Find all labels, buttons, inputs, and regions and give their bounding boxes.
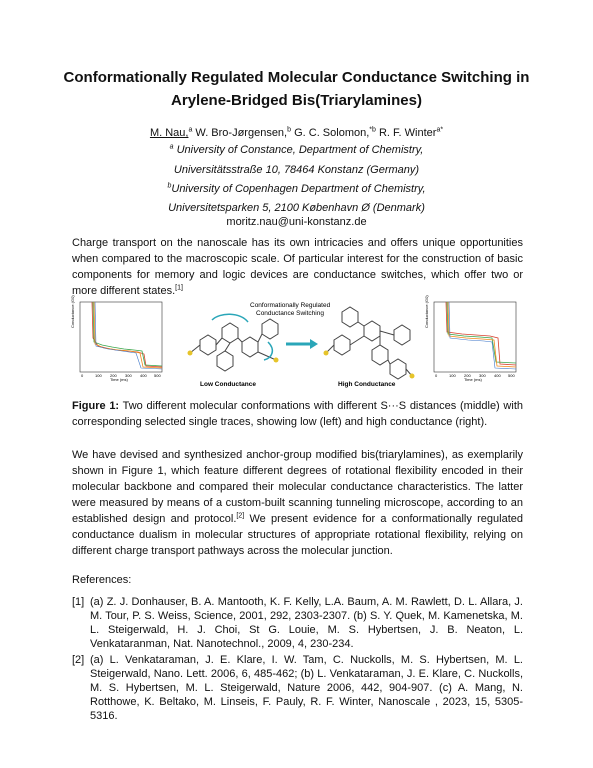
reference-1-text: (a) Z. J. Donhauser, B. A. Mantooth, K. F. Kelly, L.A. Baum, A. M. Rawlett, D. L. Allara, J. M. Tour, P. S. Weiss, Science, 2001, 292, 2303-2307. (b) S. Y. Quek, M. Kamenetska, M. L. Steigerwald, H. J. Choi, St G. Louie, M. S. Hybertsen, J. B. Neaton, L. Venkataranman, Nat. Nanotechnol., 2009, 4, 230-234.: [90, 596, 523, 650]
affiliation-b-line-2: Universitetsparken 5, 2100 København Ø (Denmark): [168, 202, 425, 214]
author-1-sup: a: [188, 126, 193, 134]
right-x-axis-label: Time (ms): [464, 377, 482, 382]
right-trace-orange: [448, 302, 516, 367]
caption-text: Two different molecular conformations with different S···S distances (middle) with corresponding selected single traces, showing low (left) and high conductance (right).: [72, 400, 523, 428]
left-x-tick-4: 400: [140, 373, 147, 378]
right-x-tick-4: 400: [494, 373, 501, 378]
sulfur-atom-h-right: [410, 374, 415, 379]
right-x-tick-1: 100: [449, 373, 456, 378]
body-paragraph: [72, 447, 523, 559]
left-y-axis-label: Conductance (G0): [70, 295, 75, 328]
right-x-tick-3: 300: [479, 373, 486, 378]
left-x-tick-0: 0: [81, 373, 84, 378]
author-2-sup: b: [287, 126, 292, 134]
switching-label-1: Conformationally Regulated: [250, 302, 331, 309]
high-conductance-label: High Conductance: [338, 381, 396, 388]
right-x-tick-5: 500: [508, 373, 515, 378]
affiliation-b-sup: b: [167, 182, 172, 190]
left-trace-plot: [70, 295, 162, 382]
sulfur-atom-left: [188, 351, 193, 356]
left-x-axis-label: Time (ms): [110, 377, 128, 382]
left-x-tick-1: 100: [95, 373, 102, 378]
intro-citation: [1]: [175, 284, 183, 292]
ring-5: [262, 319, 278, 339]
molecule-low-conductance: [188, 314, 279, 388]
affiliation-a-text-1: University of Constance, Department of Chemistry,: [173, 144, 424, 156]
reference-2-text: (a) L. Venkataraman, J. E. Klare, I. W. Tam, C. Nuckolls, M. S. Hybertsen, M. L. Steigerwald, Nano. Lett. 2006, 6, 485-462; (b) L. Venkataraman, J. E. Klare, C. Nuckolls, M. S. Hybertsen, M. L. Steigerwald, Nature 2006, 442, 904-907. (c) A. Mang, N. Rotthowe, K. Beltako, M. Linseis, F. Pauly, R. F. Winter, Nanoscale , 2023, 15, 5305-5316.: [90, 654, 523, 722]
left-x-tick-3: 300: [125, 373, 132, 378]
ring-1: [222, 323, 238, 343]
ring-h6: [390, 359, 406, 379]
author-3: G. C. Solomon,: [291, 127, 370, 139]
figure-1: [70, 295, 523, 390]
ring-h3: [334, 335, 350, 355]
affiliation-a-line-1: [40, 141, 553, 160]
affiliation-b-line-1: [40, 180, 553, 199]
caption-label: Figure 1:: [72, 400, 120, 412]
title-line-2: Arylene-Bridged Bis(Triarylamines): [171, 92, 422, 109]
ring-h2: [364, 321, 380, 341]
author-4-sup: a*: [436, 126, 444, 134]
body-citation: [2]: [236, 512, 245, 520]
left-trace-green: [93, 302, 162, 366]
affiliation-a-sup: a: [169, 143, 174, 151]
right-trace-green: [447, 302, 516, 363]
switching-label-2: Conductance Switching: [256, 310, 324, 317]
ring-h1: [342, 307, 358, 327]
intro-paragraph: [72, 235, 523, 299]
author-2: W. Bro-Jørgensen,: [192, 127, 288, 139]
molecule-high-conductance: [324, 307, 415, 388]
author-3-sup: *b: [369, 126, 376, 134]
intro-text: Charge transport on the nanoscale has its own intricacies and offers unique opportunities when compared to the macroscopic scale. Of particular interest for the construction of basic components for memory and logic devices are conductance switches, which offer two or more different states.: [72, 237, 523, 297]
figure-caption: [72, 398, 523, 430]
ring-2: [242, 337, 258, 357]
right-x-tick-2: 200: [464, 373, 471, 378]
right-x-tick-0: 0: [435, 373, 438, 378]
right-trace-red: [446, 302, 516, 365]
author-4: R. F. Winter: [375, 127, 437, 139]
right-y-axis-label: Conductance (G0): [424, 295, 429, 328]
body-text-2: We present evidence for a conformationally regulated conductance dualism in molecular structures of appropriate rotational flexibility, relying on different charge transport pathways across the molecular junction.: [72, 513, 523, 557]
affiliation-a-line-2: Universitätsstraße 10, 78464 Konstanz (Germany): [173, 164, 420, 176]
left-trace-red: [92, 302, 162, 367]
contact-email: moritz.nau@uni-konstanz.de: [226, 216, 367, 228]
figure-1-graphic: [70, 295, 523, 390]
body-text-1: We have devised and synthesized anchor-group modified bis(triarylamines), as exemplarily shown in Figure 1, which feature different degrees of rotational flexibility encoded in their molecular backbone and compared their molecular conductance characteristics. The latter were measured by means of a custom-built scanning tunneling microscope, according to an established design and protocol.: [72, 449, 523, 525]
paper-title: [40, 66, 553, 112]
ring-3: [200, 335, 216, 355]
left-trace-orange: [94, 302, 162, 368]
affiliation-b-text-1: University of Copenhagen Department of Chemistry,: [171, 183, 426, 195]
title-line-1: Conformationally Regulated Molecular Conductance Switching in: [63, 69, 530, 86]
switching-arrow: [286, 339, 318, 349]
sulfur-atom-right: [274, 358, 279, 363]
reference-2-number: [2]: [72, 654, 85, 666]
left-x-tick-5: 500: [154, 373, 161, 378]
low-conductance-label: Low Conductance: [200, 381, 256, 388]
reference-1: [72, 595, 523, 651]
ring-4: [217, 351, 233, 371]
reference-1-number: [1]: [72, 596, 85, 608]
author-1: M. Nau,: [149, 127, 189, 139]
left-x-tick-2: 200: [110, 373, 117, 378]
ring-h4: [372, 345, 388, 365]
ring-h5: [394, 325, 410, 345]
left-trace-blue: [95, 302, 162, 369]
right-trace-plot: [424, 295, 516, 382]
sulfur-atom-h-left: [324, 351, 329, 356]
references-heading: References:: [72, 574, 132, 586]
rotation-arrow-left: [212, 314, 248, 322]
reference-2: [72, 653, 523, 723]
